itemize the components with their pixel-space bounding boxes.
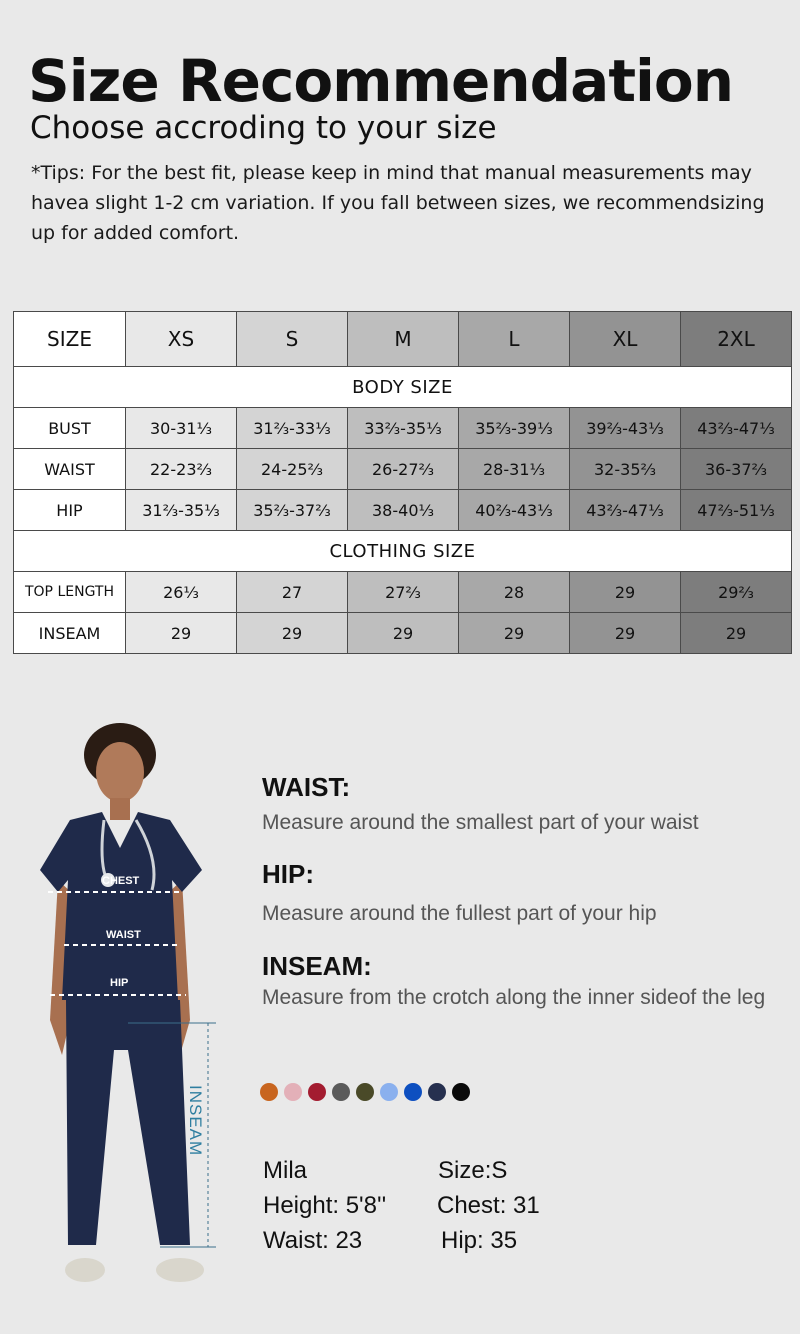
size-xl-header: XL (570, 312, 681, 367)
table-cell: 24-25⅔ (237, 449, 348, 490)
color-swatch[interactable] (404, 1083, 422, 1101)
row-label-waist: WAIST (14, 449, 126, 490)
model-figure-illustration (40, 720, 240, 1300)
model-waist: Waist: 23 (263, 1227, 363, 1254)
table-cell: 29 (570, 613, 681, 654)
body-size-section-row (14, 367, 792, 408)
size-m-header: M (348, 312, 459, 367)
inseam-label: INSEAM (186, 1085, 205, 1157)
table-cell: 29 (570, 572, 681, 613)
table-cell: 30-31⅓ (126, 408, 237, 449)
table-cell: 29 (348, 613, 459, 654)
measure-waist-title: WAIST: (262, 772, 351, 802)
table-cell: 29 (459, 613, 570, 654)
color-swatches (260, 1083, 470, 1101)
table-cell: 40⅔-43⅓ (459, 490, 570, 531)
clothing-size-section-row (14, 531, 792, 572)
table-cell: 27⅔ (348, 572, 459, 613)
table-cell: 22-23⅔ (126, 449, 237, 490)
model-size: Size:S (438, 1157, 508, 1184)
table-cell: 29 (126, 613, 237, 654)
table-row (14, 490, 792, 531)
table-cell: 26-27⅔ (348, 449, 459, 490)
table-cell: 38-40⅓ (348, 490, 459, 531)
table-row (14, 449, 792, 490)
row-label-top-length: TOP LENGTH (14, 572, 126, 613)
table-cell: 43⅔-47⅓ (681, 408, 792, 449)
page-title: Size Recommendation (28, 47, 734, 115)
table-cell: 35⅔-37⅔ (237, 490, 348, 531)
table-cell: 29 (681, 613, 792, 654)
model-right-shoe (156, 1258, 204, 1282)
table-cell: 47⅔-51⅓ (681, 490, 792, 531)
model-face (96, 742, 144, 802)
table-cell: 26⅓ (126, 572, 237, 613)
table-row (14, 572, 792, 613)
table-cell: 36-37⅔ (681, 449, 792, 490)
color-swatch[interactable] (284, 1083, 302, 1101)
table-cell: 29 (237, 613, 348, 654)
table-cell: 27 (237, 572, 348, 613)
row-label-bust: BUST (14, 408, 126, 449)
model-left-shoe (65, 1258, 105, 1282)
table-cell: 39⅔-43⅓ (570, 408, 681, 449)
table-cell: 43⅔-47⅓ (570, 490, 681, 531)
row-label-hip: HIP (14, 490, 126, 531)
table-cell: 31⅔-35⅓ (126, 490, 237, 531)
hip-label: HIP (110, 977, 129, 989)
model-chest: Chest: 31 (437, 1192, 540, 1219)
table-row (14, 408, 792, 449)
measure-hip-text: Measure around the fullest part of your hip (262, 902, 657, 925)
model-hip: Hip: 35 (441, 1227, 518, 1254)
model-height: Height: 5'8'' (263, 1192, 387, 1219)
table-cell: 32-35⅔ (570, 449, 681, 490)
table-cell: 31⅔-33⅓ (237, 408, 348, 449)
measure-hip (262, 859, 772, 928)
color-swatch[interactable] (380, 1083, 398, 1101)
measure-inseam-title: INSEAM: (262, 951, 372, 981)
table-cell: 33⅔-35⅓ (348, 408, 459, 449)
table-row (14, 613, 792, 654)
size-s-header: S (237, 312, 348, 367)
chest-label: CHEST (102, 875, 140, 887)
model-scrub-pants (66, 1000, 190, 1245)
size-l-header: L (459, 312, 570, 367)
fit-tips: *Tips: For the best fit, please keep in mind that manual measurements may havea slight 1-2 cm variation. If you fall between sizes, we recommendsizing up for added comfort. (31, 162, 765, 244)
measure-hip-title: HIP: (262, 859, 314, 889)
color-swatch[interactable] (356, 1083, 374, 1101)
table-cell: 28-31⅓ (459, 449, 570, 490)
model-neck (110, 798, 130, 820)
page-subtitle: Choose accroding to your size (30, 110, 497, 146)
color-swatch[interactable] (428, 1083, 446, 1101)
row-label-inseam: INSEAM (14, 613, 126, 654)
model-name: Mila (263, 1157, 308, 1184)
size-2xl-header: 2XL (681, 312, 792, 367)
size-header-label: SIZE (14, 312, 126, 367)
color-swatch[interactable] (332, 1083, 350, 1101)
table-cell: 35⅔-39⅓ (459, 408, 570, 449)
color-swatch[interactable] (260, 1083, 278, 1101)
measure-inseam (262, 951, 772, 1012)
table-cell: 28 (459, 572, 570, 613)
size-xs-header: XS (126, 312, 237, 367)
waist-label: WAIST (106, 929, 141, 941)
body-size-heading: BODY SIZE (14, 367, 792, 408)
size-chart-table (13, 311, 792, 654)
measure-inseam-text: Measure from the crotch along the inner sideof the leg (262, 986, 766, 1009)
color-swatch[interactable] (452, 1083, 470, 1101)
table-cell: 29⅔ (681, 572, 792, 613)
measure-waist-text: Measure around the smallest part of your waist (262, 811, 699, 834)
color-swatch[interactable] (308, 1083, 326, 1101)
measure-waist (262, 772, 772, 837)
clothing-size-heading: CLOTHING SIZE (14, 531, 792, 572)
size-header-row (14, 312, 792, 367)
